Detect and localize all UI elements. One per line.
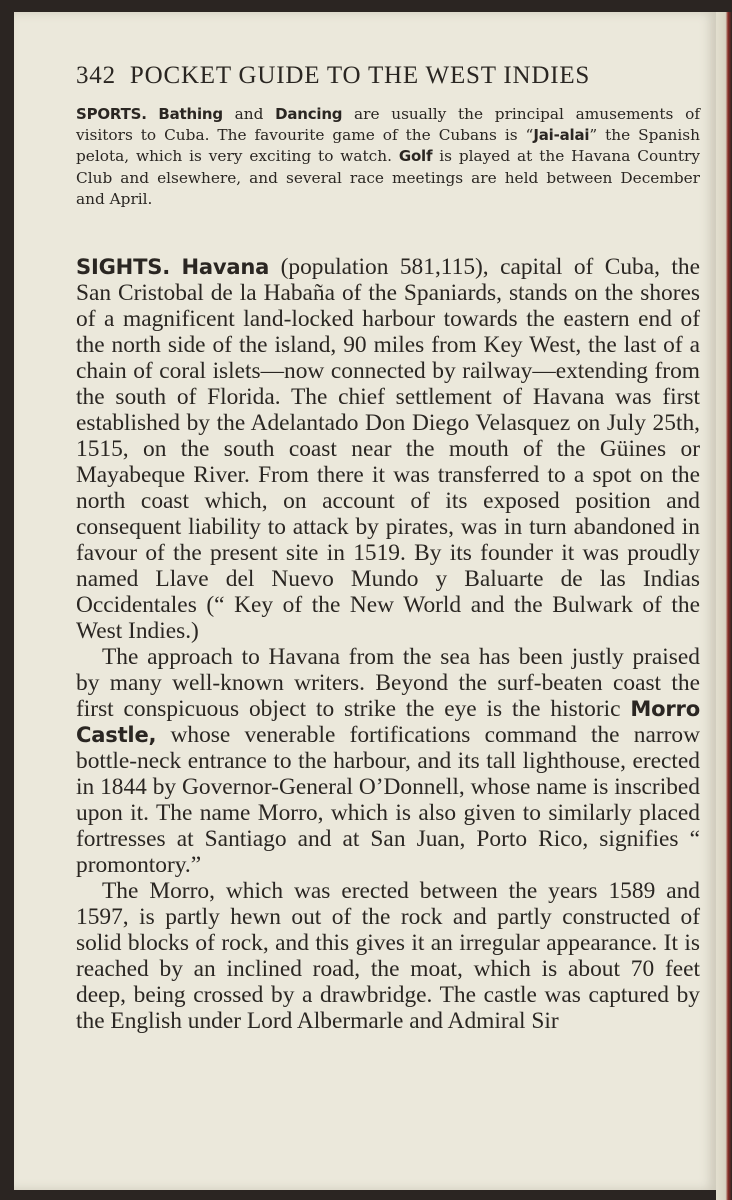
sports-text-2: are usually the principal amusements of visitors to Cuba. The favourite game of the Cubans is “ (76, 105, 700, 145)
sports-text-4: is played at the Havana Country Club and elsewhere, and several race meetings are held between December and April. (76, 147, 700, 208)
sights-section (76, 254, 700, 1034)
sports-paragraph (76, 104, 700, 210)
sights-text-3: The Morro, which was erected between the years 1589 and 1597, is partly hewn out of the rock and partly constructed of solid blocks of rock, and this gives it an irregular appearance. It is reached by an inclined road, the moat, which is about 70 feet deep, being crossed by a drawbridge. The castle was captured by the English under Lord Albermarle and Admiral Sir (76, 878, 700, 1034)
sights-heading: SIGHTS. (76, 254, 170, 279)
sports-text-3: ” the Spanish pelota, which is very exciting to watch. (76, 126, 700, 166)
sports-text-1: and (222, 105, 276, 123)
page-number: 342 (76, 62, 116, 89)
term-dancing: Dancing (275, 105, 343, 123)
sights-paragraph-1 (76, 254, 700, 644)
running-title: POCKET GUIDE TO THE WEST INDIES (129, 62, 591, 89)
sights-paragraph-2 (76, 644, 700, 878)
book-spine-edge (716, 12, 732, 1200)
sights-text-2b: whose venerable fortifications command the narrow bottle-neck entrance to the harbour, and its tall lighthouse, erected in 1844 by Governor-General O’Donnell, whose name is inscribed upon it. The name Morro, which is also given to similarly placed fortresses at Santiago and at San Juan, Porto Rico, signifies “ promontory.” (76, 722, 700, 878)
term-havana: Havana (181, 254, 270, 279)
sights-text-1: (population 581,115), capital of Cuba, the San Cristobal de la Habaña of the Spaniards, stands on the shores of a magnificent land-locked harbour towards the eastern end of the north side of the island, 90 miles from Key West, the last of a chain of coral islets—now connected by railway—extending from the south of Florida. The chief settlement of Havana was first established by the Adelantado Don Diego Velasquez on July 25th, 1515, on the south coast near the mouth of the Güines or Mayabeque River. From there it was transferred to a spot on the north coast which, on account of its exposed position and consequent liability to attack by pirates, was in turn abandoned in favour of the present site in 1519. By its founder it was proudly named Llave del Nuevo Mundo y Baluarte de las Indias Occidentales (“ Key of the New World and the Bulwark of the West Indies.) (76, 254, 700, 644)
term-golf: Golf (398, 147, 433, 166)
running-header (76, 62, 698, 90)
term-morro-castle: Morro Castle, (76, 696, 700, 747)
sports-section (76, 104, 700, 210)
sights-paragraph-3 (76, 878, 700, 1034)
sights-text-2a: The approach to Havana from the sea has been justly praised by many well-known writers. Beyond the surf-beaten coast the first conspicuous object to strike the eye is the historic (76, 644, 700, 722)
term-jai-alai: Jai-alai (533, 126, 590, 145)
sports-heading: SPORTS. (76, 105, 147, 123)
term-bathing: Bathing (158, 105, 223, 123)
